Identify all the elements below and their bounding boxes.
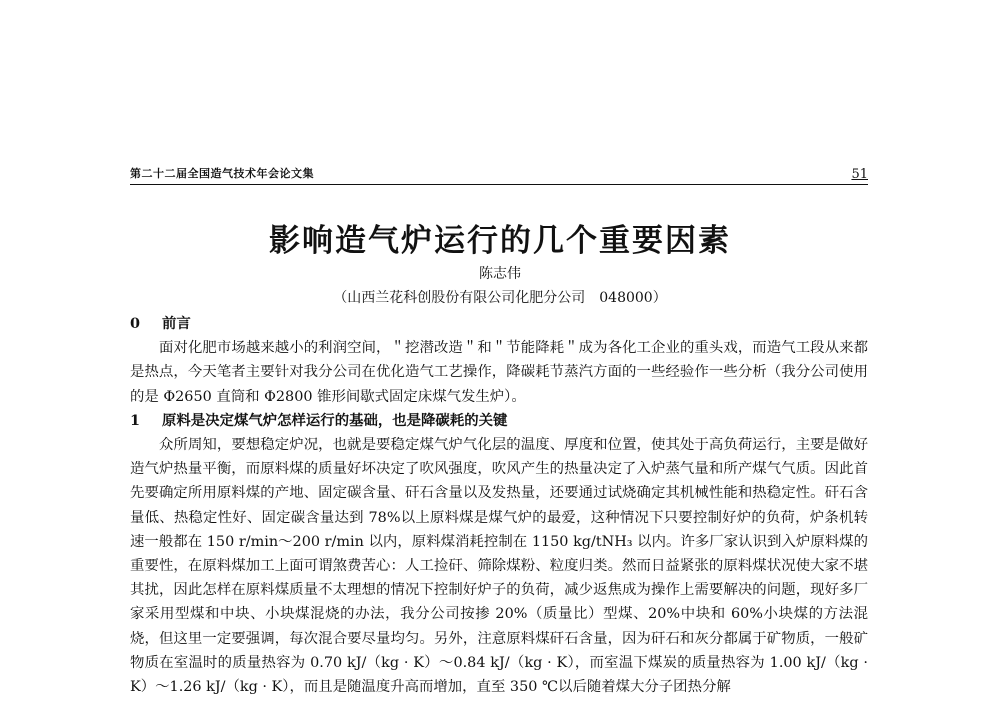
section-raw-material xyxy=(130,409,868,699)
section-heading xyxy=(130,409,868,433)
article-body xyxy=(130,312,868,699)
running-header xyxy=(130,162,868,185)
section-number: 1 xyxy=(130,411,141,429)
page-number: 51 xyxy=(851,167,868,182)
running-title: 第二十二届全国造气技术年会论文集 xyxy=(130,167,314,180)
section-heading-text: 前言 xyxy=(162,315,191,332)
article-title: 影响造气炉运行的几个重要因素 xyxy=(269,223,731,259)
author-name: 陈志伟 xyxy=(479,266,521,282)
paragraph: 众所周知，要想稳定炉况，也就是要稳定煤气炉气化层的温度、厚度和位置，使其处于高负荷运行，主要是做好造气炉热量平衡，而原料煤的质量好坏决定了吹风强度，吹风产生的热量决定了入炉蒸气量和所产煤气气质。因此首先要确定所用原料煤的产地、固定碳含量、矸石含量以及发热量，还要通过试烧确定其机械性能和热稳定性。矸石含量低、热稳定性好、固定碳含量达到 78%以上原料煤是煤气炉的最爱，这种情况下只要控制好炉的负荷，炉条机转速一般都在 150 r/min～200 r/min 以内，原料煤消耗控制在 1150 kg/tNH₃ 以内。许多厂家认识到入炉原料煤的重要性，在原料煤加工上面可谓煞费苦心：人工捡矸、筛除煤粉、粒度归类。然而日益紧张的原料煤状况使大家不堪其扰，因此怎样在原料煤质量不太理想的情况下控制好炉子的负荷，减少返焦成为操作上需要解决的问题，现好多厂家采用型煤和中块、小块煤混烧的办法，我分公司按掺 20%（质量比）型煤、20%中块和 60%小块煤的方法混烧，但这里一定要强调，每次混合要尽量均匀。另外，注意原料煤矸石含量，因为矸石和灰分都属于矿物质，一般矿物质在室温时的质量热容为 0.70 kJ/（kg · K）～0.84 kJ/（kg · K），而室温下煤炭的质量热容为 1.00 kJ/（kg · K）～1.26 kJ/（kg · K），而且是随温度升高而增加，直至 350 ℃以后随着煤大分子团热分解 xyxy=(130,436,868,696)
section-preface xyxy=(130,312,868,409)
paragraph: 面对化肥市场越来越小的利润空间，＂挖潜改造＂和＂节能降耗＂成为各化工企业的重头戏，而造气工段从来都是热点，今天笔者主要针对我分公司在优化造气工艺操作，降碳耗节蒸汽方面的一些经验作一些分析（我分公司使用的是 Φ2650 直筒和 Φ2800 锥形间歇式固定床煤气发生炉）。 xyxy=(130,340,868,405)
section-number: 0 xyxy=(130,315,141,332)
section-heading-text: 原料是决定煤气炉怎样运行的基础，也是降碳耗的关键 xyxy=(162,411,508,429)
author-affiliation: （山西兰花科创股份有限公司化肥分公司 048000） xyxy=(333,290,667,306)
section-heading xyxy=(130,312,868,336)
